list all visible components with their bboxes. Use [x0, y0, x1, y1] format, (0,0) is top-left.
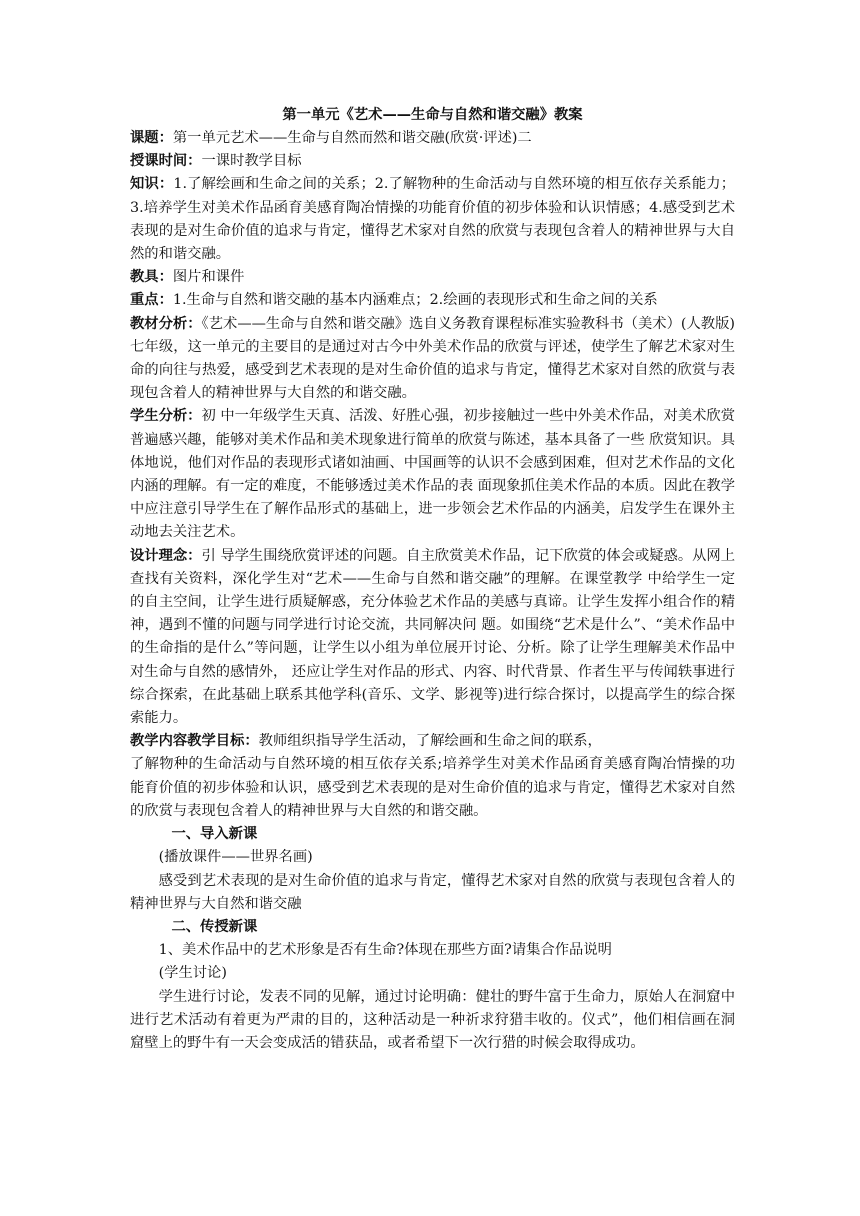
section-heading-intro: 一、导入新课	[171, 826, 258, 843]
field-text: 《艺术——生命与自然和谐交融》选自义务教育课程标准实验教科书（美术）(人教版)七年级，这一单元的主要目的是通过对古今中外美术作品的欣赏与评述，使学生了解艺术家对生命的向往与热爱，感受到艺术表现的是对生命价值的追求与肯定，懂得艺术家对自然的欣赏与表现包含着人的精神世界与大自然的和谐交融。	[130, 315, 735, 402]
field-text: 初 中一年级学生天真、活泼、好胜心强，初步接触过一些中外美术作品，对美术欣赏普遍感兴趣，能够对美术作品和美术现象进行简单的欣赏与陈述，基本具备了一些 欣赏知识。具体地说，他们对作品的表现形式诸如油画、中国画等的认识不会感到困难，但对艺术作品的文化内涵的理解。有一定的难度，不能够透过美术作品的表 面现象抓住美术作品的本质。因此在教学中应注意引导学生在了解作品形式的基础上，进一步领会艺术作品的内涵美，启发学生在课外主动地去关注艺术。	[130, 408, 736, 541]
field-text: 一课时教学目标	[201, 153, 302, 170]
field-label: 重点：	[130, 292, 173, 309]
field-knowledge	[130, 173, 735, 266]
field-material-analysis	[130, 313, 735, 406]
field-text: 图片和课件	[172, 269, 245, 286]
field-label: 授课时间：	[130, 153, 202, 170]
field-text: 引 导学生围绕欣赏评述的问题。自主欣赏美术作品，记下欣赏的体会或疑惑。从网上查找有关资料，深化学生对“艺术——生命与自然和谐交融”的理解。在课堂教学 中给学生一定的自主空间，让学生进行质疑解惑，充分体验艺术作品的美感与真谛。让学生发挥小组合作的精神，遇到不懂的问题与同学进行讨论交流，共同解决问 题。如围绕“艺术是什么”、“美术作品中的生命指的是什么”等问题，让学生以小组为单位展开讨论、分析。除了让学生理解美术作品中对生命与自然的感情外， 还应让学生对作品的形式、内容、时代背景、作者生平与传闻轶事进行综合探索，在此基础上联系其他学科(音乐、文学、影视等)进行综合探讨，以提高学生的综合探索能力。	[130, 547, 736, 727]
field-label: 设计理念：	[130, 547, 202, 564]
field-label: 教材分析：	[130, 315, 202, 332]
field-text: 教师组织指导学生活动，了解绘画和生命之间的联系，	[258, 733, 602, 750]
document-title: 第一单元《艺术——生命与自然和谐交融》教案	[282, 107, 583, 123]
section-note: (学生讨论)	[158, 965, 227, 982]
field-label: 知识：	[130, 176, 174, 193]
field-label: 教学内容教学目标：	[130, 733, 259, 750]
field-key-points	[130, 289, 735, 312]
field-label: 课题：	[130, 130, 173, 146]
teaching-goals-continuation: 了解物种的生命活动与自然环境的相互依存关系;培养学生对美术作品函育美感育陶冶情操的功能育价值的初步体验和认识，感受到艺术表现的是对生命价值的追求与肯定，懂得艺术家对自然的欣赏与表现包含着人的精神世界与大自然的和谐交融。	[130, 756, 735, 819]
section-question: 1、美术作品中的艺术形象是否有生命?体现在那些方面?请集合作品说明	[158, 942, 612, 959]
field-label: 教具：	[130, 269, 173, 286]
field-text: 1.生命与自然和谐交融的基本内涵难点；2.绘画的表现形式和生命之间的关系	[172, 292, 658, 309]
field-topic	[130, 127, 735, 150]
field-teaching-aids	[130, 266, 735, 289]
field-teaching-goals	[130, 730, 735, 753]
section-note: (播放课件——世界名画)	[158, 849, 313, 866]
section-heading-new-lesson: 二、传授新课	[171, 918, 258, 935]
field-label: 学生分析：	[130, 408, 202, 425]
field-student-analysis	[130, 405, 735, 544]
field-design-concept	[130, 545, 735, 731]
section-paragraph: 学生进行讨论，发表不同的见解，通过讨论明确：健壮的野牛富于生命力，原始人在洞窟中进行艺术活动有着更为严肃的目的，这种活动是一种祈求狩猎丰收的。仪式”，他们相信画在洞窟壁上的野牛有一天会变成活的错获品，或者希望下一次行猎的时候会取得成功。	[130, 988, 735, 1051]
field-text: 第一单元艺术——生命与自然而然和谐交融(欣赏·评述)二	[172, 130, 532, 146]
lesson-plan-body	[130, 104, 735, 1055]
field-text: 1.了解绘画和生命之间的关系；2.了解物种的生命活动与自然环境的相互依存关系能力；3.培养学生对美术作品函育美感育陶冶情操的功能育价值的初步体验和认识情感；4.感受到艺术表现的是对生命价值的追求与肯定，懂得艺术家对自然的欣赏与表现包含着人的精神世界与大自然的和谐交融。	[130, 176, 736, 263]
section-paragraph: 感受到艺术表现的是对生命价值的追求与肯定，懂得艺术家对自然的欣赏与表现包含着人的精神世界与大自然和谐交融	[130, 872, 735, 912]
field-lesson-time	[130, 150, 735, 173]
